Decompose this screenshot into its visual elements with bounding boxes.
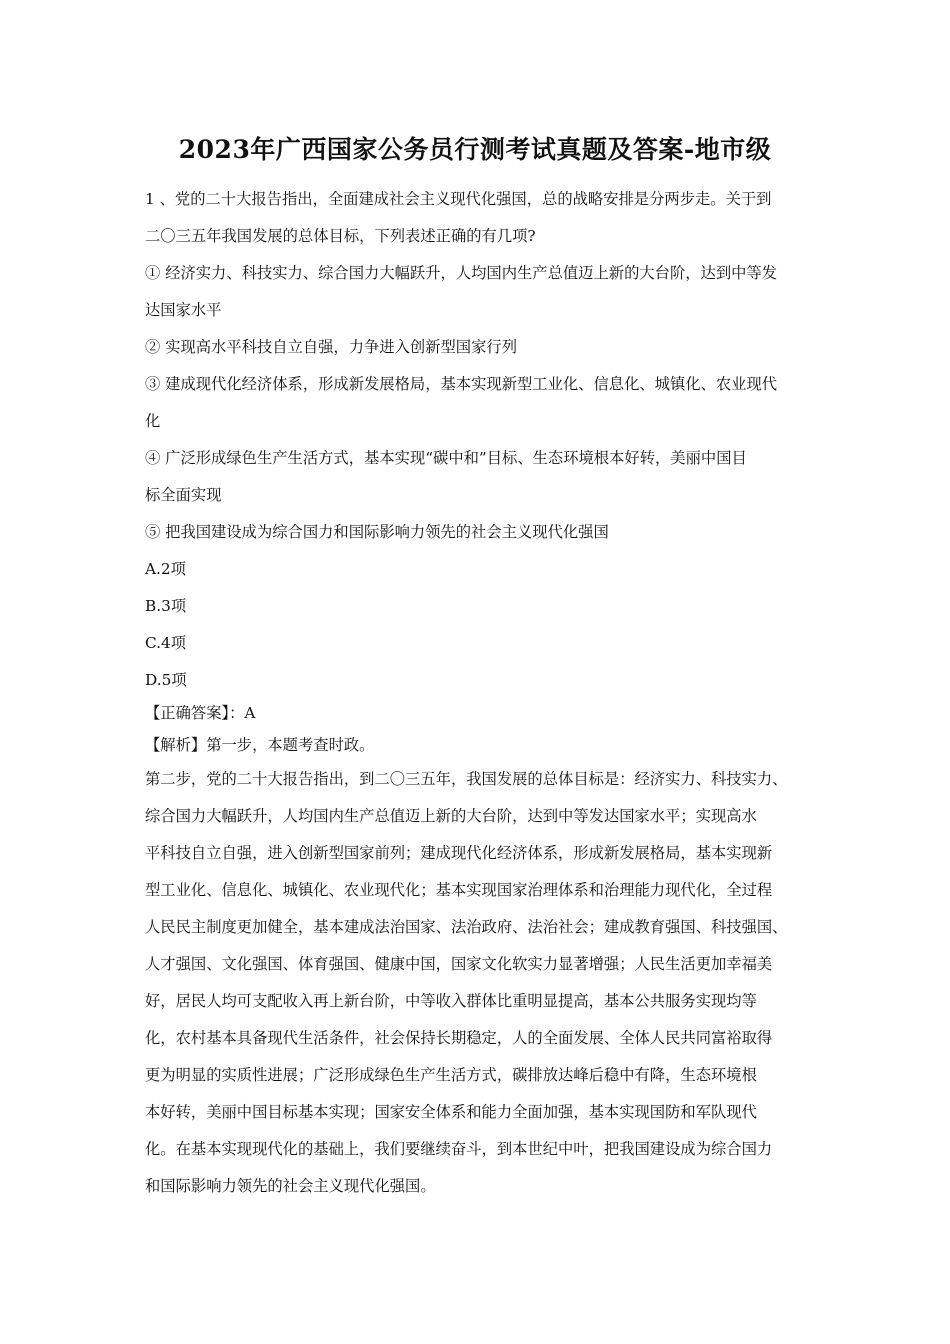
correct-answer: 【正确答案】：A xyxy=(145,704,256,722)
explanation-line: 综合国力大幅跃升，人均国内生产总值迈上新的大台阶，达到中等发达国家水平；实现高水 xyxy=(145,807,757,825)
explanation-line: 好，居民人均可支配收入再上新台阶，中等收入群体比重明显提高，基本公共服务实现均等 xyxy=(145,992,757,1010)
explanation-line: 更为明显的实质性进展；广泛形成绿色生产生活方式，碳排放达峰后稳中有降，生态环境根 xyxy=(145,1066,757,1084)
statement-line: ② 实现高水平科技自立自强，力争进入创新型国家行列 xyxy=(145,338,517,356)
question-stem-line: 1 、党的二十大报告指出，全面建成社会主义现代化强国，总的战略安排是分两步走。关于到 xyxy=(145,190,772,208)
option-c: C.4项 xyxy=(145,634,187,652)
explanation-line: 型工业化、信息化、城镇化、农业现代化；基本实现国家治理体系和治理能力现代化，全过程 xyxy=(145,881,773,899)
statement-line: 化 xyxy=(145,412,161,430)
document-title: 2023年广西国家公务员行测考试真题及答案-地市级 xyxy=(178,135,772,164)
explanation-line: 化，农村基本具备现代生活条件，社会保持长期稳定，人的全面发展、全体人民共同富裕取得 xyxy=(145,1029,773,1047)
statement-line: 达国家水平 xyxy=(145,301,222,319)
option-d: D.5项 xyxy=(145,671,187,689)
explanation-line: 化。在基本实现现代化的基础上，我们要继续奋斗，到本世纪中叶，把我国建设成为综合国力 xyxy=(145,1140,773,1158)
statement-line: 标全面实现 xyxy=(145,486,222,504)
explanation-paragraph xyxy=(145,761,810,1205)
explanation-line: 第二步，党的二十大报告指出，到二〇三五年，我国发展的总体目标是：经济实力、科技实力、 xyxy=(145,770,788,788)
statement-line: ① 经济实力、科技实力、综合国力大幅跃升，人均国内生产总值迈上新的大台阶，达到中等发 xyxy=(145,264,778,282)
question-stem-line: 二〇三五年我国发展的总体目标，下列表述正确的有几项? xyxy=(145,227,536,245)
explanation-line: 平科技自立自强，进入创新型国家前列；建成现代化经济体系，形成新发展格局，基本实现新 xyxy=(145,844,773,862)
explanation-line: 和国际影响力领先的社会主义现代化强国。 xyxy=(145,1177,436,1195)
document-body xyxy=(145,181,810,1205)
explanation-line: 本好转，美丽中国目标基本实现；国家安全体系和能力全面加强，基本实现国防和军队现代 xyxy=(145,1103,757,1121)
analysis-heading: 【解析】第一步，本题考查时政。 xyxy=(145,736,375,754)
option-a: A.2项 xyxy=(145,560,186,578)
statement-line: ④ 广泛形成绿色生产生活方式，基本实现“碳中和”目标、生态环境根本好转，美丽中国目 xyxy=(145,449,747,467)
statement-line: ⑤ 把我国建设成为综合国力和国际影响力领先的社会主义现代化强国 xyxy=(145,523,609,541)
statement-line: ③ 建成现代化经济体系，形成新发展格局，基本实现新型工业化、信息化、城镇化、农业现代 xyxy=(145,375,778,393)
option-b: B.3项 xyxy=(145,597,187,615)
explanation-line: 人民民主制度更加健全，基本建成法治国家、法治政府、法治社会；建成教育强国、科技强国、 xyxy=(145,918,788,936)
explanation-line: 人才强国、文化强国、体育强国、健康中国，国家文化软实力显著增强；人民生活更加幸福美 xyxy=(145,955,773,973)
